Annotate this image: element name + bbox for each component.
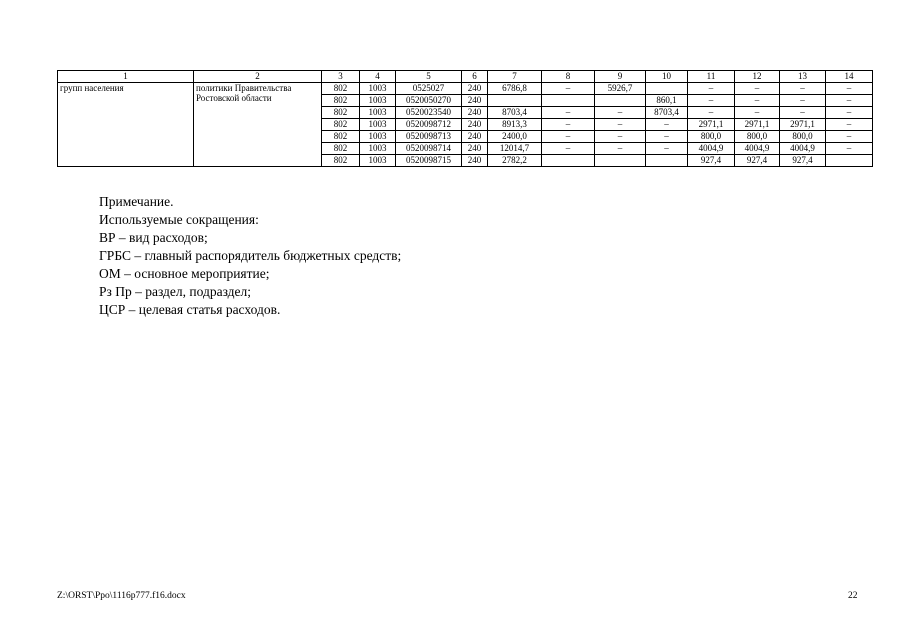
table-cell [488, 95, 542, 107]
notes-title: Примечание. [99, 194, 174, 209]
table-cell [595, 155, 646, 167]
table-cell: – [780, 95, 826, 107]
table-cell: 4004,9 [735, 143, 780, 155]
page-number: 22 [848, 591, 858, 601]
budget-table [57, 70, 873, 167]
table-cell: – [542, 131, 595, 143]
table-cell: – [688, 107, 735, 119]
table-cell: 2971,1 [688, 119, 735, 131]
table-cell: 802 [322, 131, 360, 143]
table-cell: 802 [322, 155, 360, 167]
table-cell: 2400,0 [488, 131, 542, 143]
table-cell: – [826, 131, 873, 143]
notes-block [99, 193, 401, 319]
table-cell: 1003 [360, 107, 396, 119]
abbrev-grbs: ГРБС – главный распорядитель бюджетных средств; [99, 248, 402, 263]
table-cell: 240 [462, 131, 488, 143]
table-cell: 8703,4 [488, 107, 542, 119]
table-cell: 5926,7 [595, 83, 646, 95]
table-cell: – [595, 107, 646, 119]
table-cell [542, 95, 595, 107]
table-cell: 802 [322, 95, 360, 107]
header-cell: 1 [58, 71, 194, 83]
program-cell [194, 83, 322, 167]
table-cell: – [595, 131, 646, 143]
table-cell: – [826, 83, 873, 95]
table-cell: 802 [322, 119, 360, 131]
table-cell: 8913,3 [488, 119, 542, 131]
abbrev-csr: ЦСР – целевая статья расходов. [99, 302, 281, 317]
table-cell: – [542, 143, 595, 155]
table-cell: – [826, 143, 873, 155]
header-cell: 3 [322, 71, 360, 83]
table-header-row [58, 71, 873, 83]
table-cell: 0520098713 [396, 131, 462, 143]
table-cell: – [688, 83, 735, 95]
header-cell: 7 [488, 71, 542, 83]
table-cell: – [735, 107, 780, 119]
table-cell [826, 155, 873, 167]
table-cell: 240 [462, 107, 488, 119]
header-cell: 11 [688, 71, 735, 83]
table-cell: 1003 [360, 95, 396, 107]
table-cell: – [646, 131, 688, 143]
program-line-1: политики Правительства [196, 83, 292, 93]
footer-file-path: Z:\ORST\Ppo\1116p777.f16.docx [57, 591, 186, 601]
table-cell: 0520098714 [396, 143, 462, 155]
table-cell: 802 [322, 107, 360, 119]
table-cell: 4004,9 [688, 143, 735, 155]
table-cell: 927,4 [735, 155, 780, 167]
table-cell: 8703,4 [646, 107, 688, 119]
table-cell: 800,0 [688, 131, 735, 143]
table-cell: 1003 [360, 155, 396, 167]
table-cell: 802 [322, 83, 360, 95]
table-cell [646, 155, 688, 167]
table-cell: 927,4 [688, 155, 735, 167]
header-cell: 5 [396, 71, 462, 83]
header-cell: 13 [780, 71, 826, 83]
table-cell: 1003 [360, 83, 396, 95]
abbrev-rzpr: Рз Пр – раздел, подраздел; [99, 284, 252, 299]
population-group-cell: групп населения [58, 83, 194, 167]
table-cell: 240 [462, 143, 488, 155]
program-line-2: Ростовской области [196, 93, 272, 103]
table-cell [542, 155, 595, 167]
table-cell: 0520098712 [396, 119, 462, 131]
table-cell: – [595, 143, 646, 155]
table-cell: 2782,2 [488, 155, 542, 167]
table-cell: – [646, 143, 688, 155]
table-cell: 240 [462, 95, 488, 107]
table-cell [646, 83, 688, 95]
table-cell: – [826, 95, 873, 107]
table-cell: 927,4 [780, 155, 826, 167]
table-cell: – [735, 95, 780, 107]
table-cell: 800,0 [780, 131, 826, 143]
table-cell: 0525027 [396, 83, 462, 95]
table-cell: – [646, 119, 688, 131]
header-cell: 2 [194, 71, 322, 83]
table-row [58, 83, 873, 95]
header-cell: 4 [360, 71, 396, 83]
table-cell: 2971,1 [735, 119, 780, 131]
table-cell [595, 95, 646, 107]
header-cell: 10 [646, 71, 688, 83]
table-cell: – [826, 107, 873, 119]
table-cell: 0520050270 [396, 95, 462, 107]
header-cell: 9 [595, 71, 646, 83]
table-cell: 0520023540 [396, 107, 462, 119]
table-cell: 860,1 [646, 95, 688, 107]
table-cell: – [542, 119, 595, 131]
table-cell: 0520098715 [396, 155, 462, 167]
table-cell: 2971,1 [780, 119, 826, 131]
table-cell: 1003 [360, 131, 396, 143]
table-cell: – [780, 83, 826, 95]
abbrev-intro: Используемые сокращения: [99, 212, 259, 227]
table-cell: 240 [462, 83, 488, 95]
table-cell: – [542, 107, 595, 119]
table-cell: 1003 [360, 143, 396, 155]
header-cell: 14 [826, 71, 873, 83]
table-cell: – [735, 83, 780, 95]
table-cell: 802 [322, 143, 360, 155]
table-cell: 240 [462, 119, 488, 131]
table-cell: 12014,7 [488, 143, 542, 155]
header-cell: 6 [462, 71, 488, 83]
table-cell: 1003 [360, 119, 396, 131]
table-cell: 800,0 [735, 131, 780, 143]
abbrev-om: ОМ – основное мероприятие; [99, 266, 270, 281]
header-cell: 12 [735, 71, 780, 83]
table-cell: – [542, 83, 595, 95]
header-cell: 8 [542, 71, 595, 83]
table-cell: – [595, 119, 646, 131]
table-cell: – [780, 107, 826, 119]
table-cell: 6786,8 [488, 83, 542, 95]
table-cell: 4004,9 [780, 143, 826, 155]
table-cell: – [688, 95, 735, 107]
table-cell: – [826, 119, 873, 131]
abbrev-vr: ВР – вид расходов; [99, 230, 208, 245]
table-cell: 240 [462, 155, 488, 167]
